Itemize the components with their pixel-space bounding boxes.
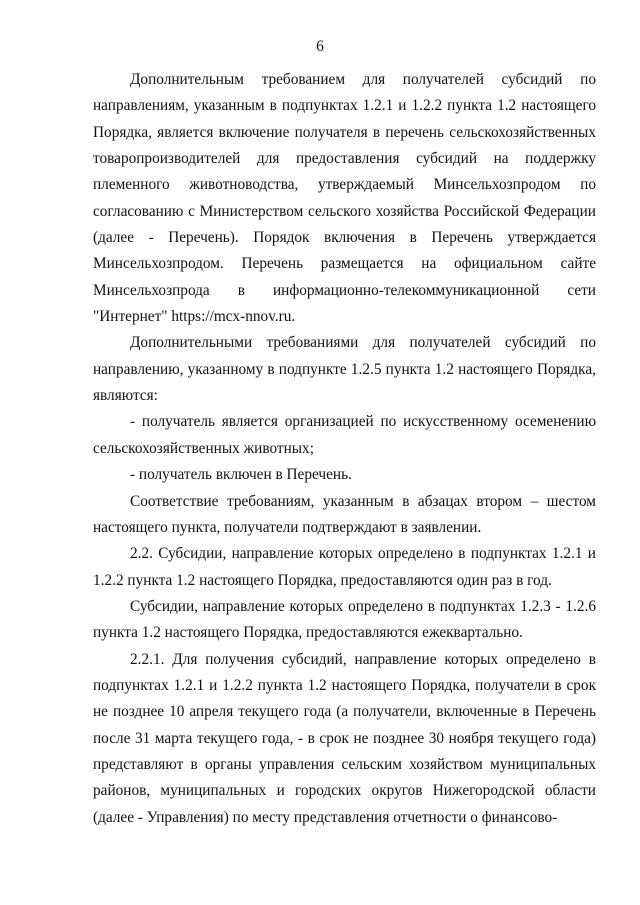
paragraph-breeding-registry-requirement: Дополнительным требованием для получателей субсидий по направлениям, указанным в подпунктах 1.2.1 и 1.2.2 пункта 1.2 настоящего Порядка, является включение получателя в перечень сельскохозяйственных товаропроизводителей для предоставления субсидий на поддержку племенного животноводства, утверждаемый Минсельхозпродом по согласованию с Министерством сельского хозяйства Российской Федерации (далее - Перечень). Порядок включения в Перечень утверждается Минсельхозпродом. Перечень размещается на официальном сайте Минсельхозпрода в информационно-телекоммуникационной сети "Интернет" https://mcx-nnov.ru. <box>93 71 596 326</box>
paragraph-section-2-2-1: 2.2.1. Для получения субсидий, направление которых определено в подпунктах 1.2.1 и 1.2.2 пункта 1.2 настоящего Порядка, получатели в срок не позднее 10 апреля текущего года (а получатели, включенные в Перечень после 31 марта текущего года, - в срок не позднее 30 ноября текущего года) представляют в органы управления сельским хозяйством муниципальных районов, муниципальных и городских округов Нижегородской области (далее - Управления) по месту представления отчетности о финансово- <box>93 650 596 826</box>
list-item-included-in-registry: - получатель включен в Перечень. <box>130 466 352 484</box>
document-body <box>93 67 596 831</box>
page-number: 6 <box>316 38 324 55</box>
paragraph-additional-requirements: Дополнительными требованиями для получателей субсидий по направлению, указанному в подпункте 1.2.5 пункта 1.2 настоящего Порядка, являются: <box>93 334 596 405</box>
paragraph-section-2-2: 2.2. Субсидии, направление которых определено в подпунктах 1.2.1 и 1.2.2 пункта 1.2 настоящего Порядка, предоставляются один раз в год. <box>93 545 596 589</box>
paragraph-compliance-confirmation: Соответствие требованиям, указанным в абзацах втором – шестом настоящего пункта, получатели подтверждают в заявлении. <box>93 492 596 536</box>
paragraph-quarterly-subsidies: Субсидии, направление которых определено в подпунктах 1.2.3 - 1.2.6 пункта 1.2 настоящего Порядка, предоставляются ежеквартально. <box>93 597 596 642</box>
list-item-insemination-organization: - получатель является организацией по искусственному осеменению сельскохозяйственных животных; <box>93 413 596 457</box>
